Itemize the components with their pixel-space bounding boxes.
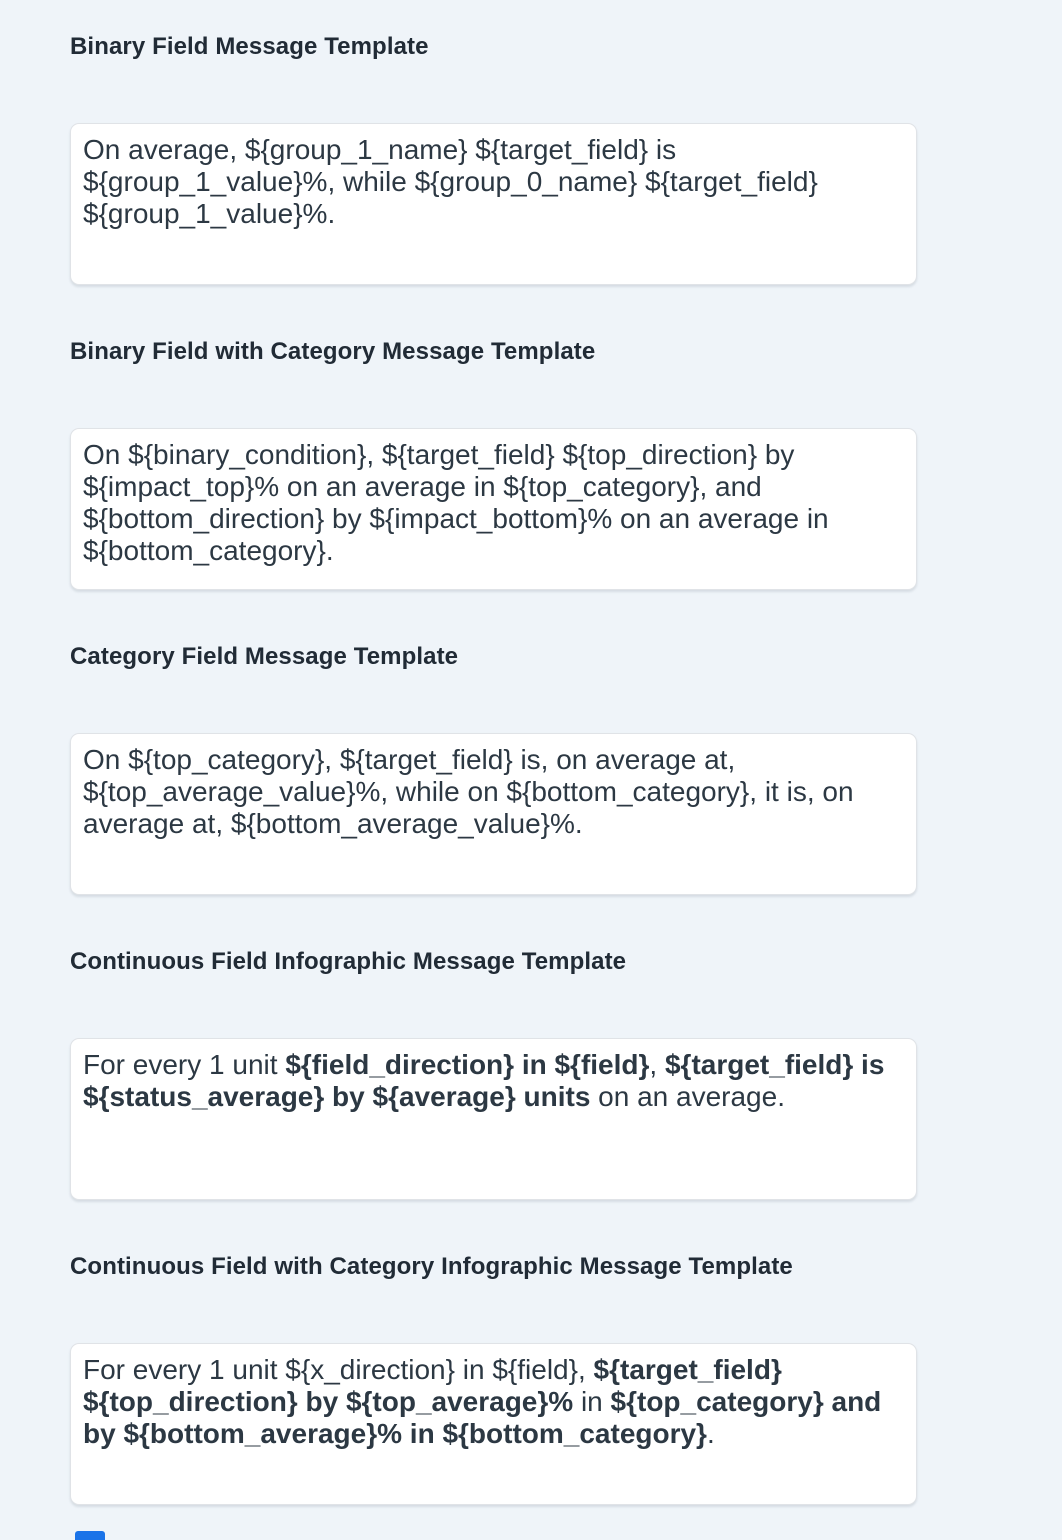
template-text: For every 1 unit ${x_direction} in ${field}, xyxy=(83,1354,594,1385)
template-text-bold: ${top_category} and by ${bottom_average}% in ${bottom_category} xyxy=(83,1386,882,1449)
template-text: . xyxy=(706,1418,715,1449)
section-heading: Binary Field Message Template xyxy=(70,33,429,60)
partially-visible-action-button[interactable] xyxy=(75,1531,105,1540)
template-text: For every 1 unit xyxy=(83,1049,286,1080)
message-template-input[interactable] xyxy=(70,733,917,895)
section-heading: Continuous Field with Category Infographic Message Template xyxy=(70,1253,793,1280)
message-template-input[interactable] xyxy=(70,1038,917,1200)
template-text-bold: ${target_field} is ${status_average} by ${average} units xyxy=(83,1049,885,1112)
template-section xyxy=(70,948,917,1200)
template-text: , xyxy=(649,1049,665,1080)
template-text-bold: ${field_direction} in ${field} xyxy=(285,1049,650,1080)
template-text-bold: ${target_field} ${top_direction} by ${top_average}% xyxy=(83,1354,782,1417)
template-text: On ${binary_condition}, ${target_field} ${top_direction} by ${impact_top}% on an average in ${top_category}, and ${bottom_direction} by ${impact_bottom}% on an average in ${bottom_category}. xyxy=(83,439,829,566)
section-heading: Continuous Field Infographic Message Template xyxy=(70,948,627,975)
template-section xyxy=(70,33,917,285)
message-template-input[interactable] xyxy=(70,1343,917,1505)
section-heading: Binary Field with Category Message Template xyxy=(70,338,596,365)
template-section xyxy=(70,643,917,895)
message-template-input[interactable] xyxy=(70,428,917,590)
template-section xyxy=(70,1253,917,1505)
section-heading: Category Field Message Template xyxy=(70,643,459,670)
template-section xyxy=(70,338,917,590)
template-text: On ${top_category}, ${target_field} is, on average at, ${top_average_value}%, while on ${bottom_category}, it is, on average at, ${bottom_average_value}%. xyxy=(83,744,854,839)
template-text: on an average. xyxy=(590,1081,785,1112)
message-template-input[interactable] xyxy=(70,123,917,285)
template-text: On average, ${group_1_name} ${target_field} is ${group_1_value}%, while ${group_0_name} ${target_field} ${group_1_value}%. xyxy=(83,134,818,229)
template-text: in xyxy=(573,1386,611,1417)
